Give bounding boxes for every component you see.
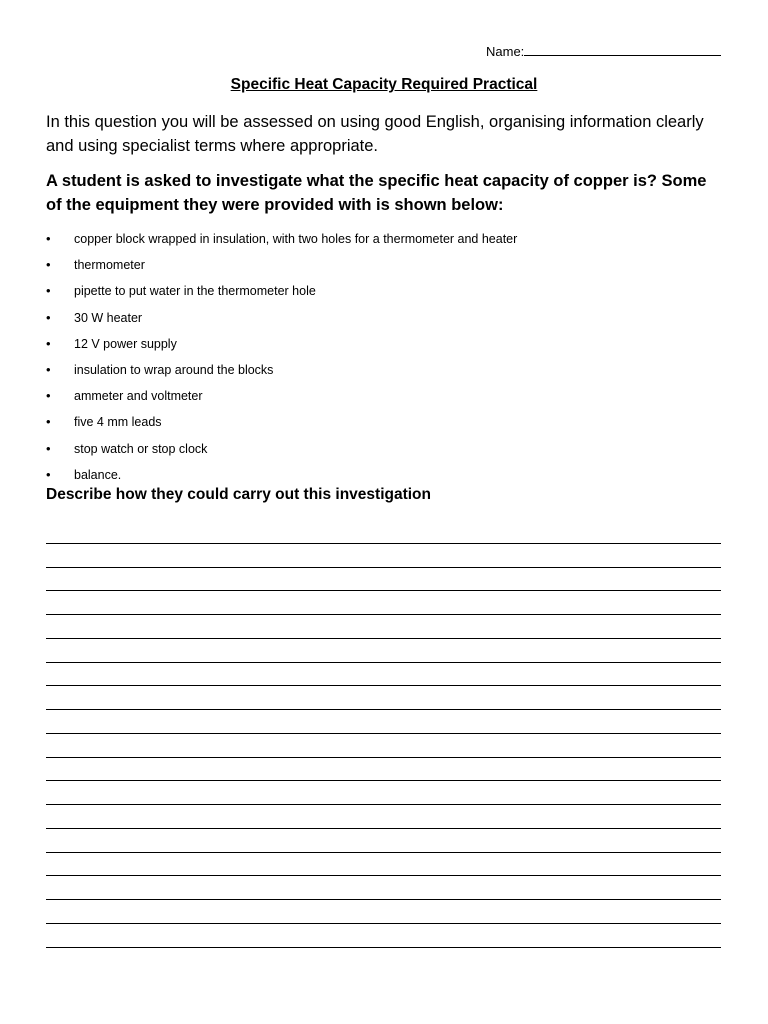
list-item bbox=[46, 412, 726, 438]
equipment-item-label: balance. bbox=[74, 467, 122, 482]
equipment-item-label: insulation to wrap around the blocks bbox=[74, 362, 274, 377]
describe-prompt: Describe how they could carry out this investigation bbox=[46, 486, 431, 503]
bullet-icon: • bbox=[46, 335, 51, 351]
answer-line[interactable] bbox=[46, 758, 721, 782]
answer-line[interactable] bbox=[46, 615, 721, 639]
name-label: Name: bbox=[486, 44, 525, 59]
question-text: A student is asked to investigate what the specific heat capacity of copper is? Some of the equipment they were provided with is shown below: bbox=[46, 172, 707, 214]
bullet-icon: • bbox=[46, 231, 51, 246]
list-item bbox=[46, 255, 726, 281]
equipment-item-label: five 4 mm leads bbox=[74, 415, 162, 430]
answer-line[interactable] bbox=[46, 591, 721, 615]
answer-line[interactable] bbox=[46, 805, 721, 829]
equipment-item-label: ammeter and voltmeter bbox=[74, 389, 203, 404]
answer-line[interactable] bbox=[46, 876, 721, 900]
list-item bbox=[46, 334, 726, 360]
answer-line[interactable] bbox=[46, 853, 721, 877]
equipment-item-label: thermometer bbox=[74, 258, 145, 273]
list-item bbox=[46, 386, 726, 412]
list-item bbox=[46, 308, 726, 334]
list-item bbox=[46, 229, 726, 255]
bullet-icon: • bbox=[46, 361, 51, 377]
bullet-icon: • bbox=[46, 466, 51, 482]
answer-line[interactable] bbox=[46, 544, 721, 568]
answer-line[interactable] bbox=[46, 568, 721, 592]
answer-line[interactable] bbox=[46, 900, 721, 924]
equipment-item-label: 12 V power supply bbox=[74, 336, 177, 351]
bullet-icon: • bbox=[46, 440, 51, 456]
equipment-item-label: copper block wrapped in insulation, with two holes for a thermometer and heater bbox=[74, 232, 518, 246]
list-item bbox=[46, 360, 726, 386]
equipment-item-label: stop watch or stop clock bbox=[74, 441, 208, 456]
answer-line[interactable] bbox=[46, 639, 721, 663]
answer-line[interactable] bbox=[46, 686, 721, 710]
list-item bbox=[46, 281, 726, 307]
answer-line[interactable] bbox=[46, 710, 721, 734]
answer-area[interactable] bbox=[46, 520, 721, 948]
answer-line[interactable] bbox=[46, 781, 721, 805]
answer-line[interactable] bbox=[46, 663, 721, 687]
name-field[interactable] bbox=[486, 43, 721, 60]
bullet-icon: • bbox=[46, 309, 51, 325]
answer-line[interactable] bbox=[46, 924, 721, 948]
equipment-item-label: 30 W heater bbox=[74, 310, 143, 325]
answer-line[interactable] bbox=[46, 734, 721, 758]
assessment-intro: In this question you will be assessed on using good English, organising information clearly and using specialist terms where appropriate. bbox=[46, 113, 704, 155]
answer-line[interactable] bbox=[46, 829, 721, 853]
worksheet-title: Specific Heat Capacity Required Practical bbox=[230, 76, 538, 93]
bullet-icon: • bbox=[46, 388, 51, 404]
equipment-item-label: pipette to put water in the thermometer hole bbox=[74, 284, 316, 299]
equipment-list bbox=[46, 229, 726, 491]
bullet-icon: • bbox=[46, 414, 51, 430]
name-blank-line[interactable] bbox=[524, 43, 721, 56]
bullet-icon: • bbox=[46, 283, 51, 299]
answer-line[interactable] bbox=[46, 520, 721, 544]
list-item bbox=[46, 439, 726, 465]
bullet-icon: • bbox=[46, 257, 51, 273]
